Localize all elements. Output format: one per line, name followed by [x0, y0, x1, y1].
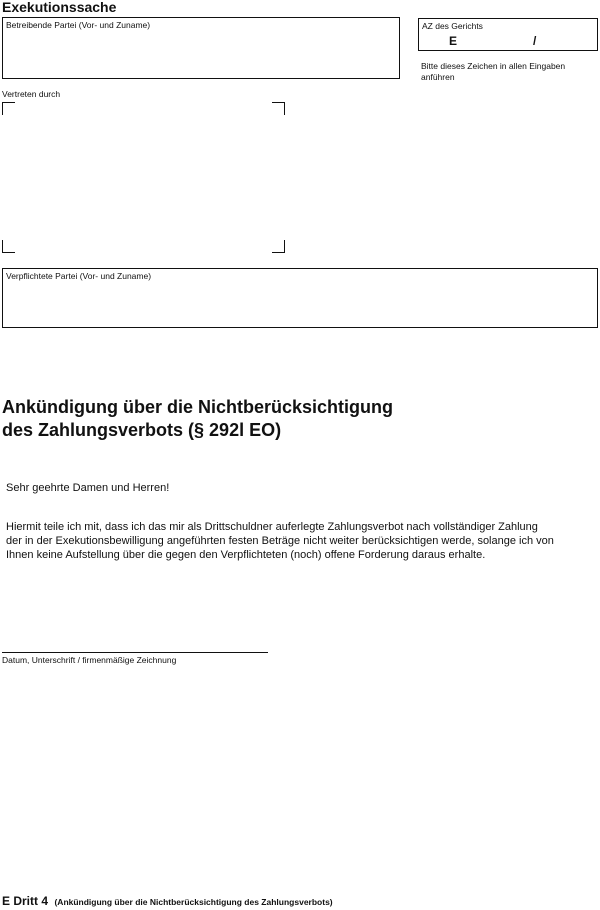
court-reference-label: AZ des Gerichts [422, 21, 483, 31]
debtor-label: Verpflichtete Partei (Vor- und Zuname) [6, 271, 152, 281]
court-reference-separator: / [533, 34, 537, 48]
notice-heading [2, 396, 562, 442]
notice-body-line-2: der in der Exekutionsbewilligung angeführten festen Beträge nicht weiter berücksichtigen werde, solange ich von [6, 535, 554, 547]
creditor-label: Betreibende Partei (Vor- und Zuname) [6, 20, 151, 30]
address-corner-bottom-right [272, 240, 285, 253]
notice-heading-line-1: Ankündigung über die Nichtberücksichtigung [2, 397, 394, 417]
creditor-field[interactable] [2, 17, 400, 79]
form-description: (Ankündigung über die Nichtberücksichtigung des Zahlungsverbots) [54, 897, 333, 907]
document-title: Exekutionssache [2, 0, 117, 15]
notice-body [6, 520, 598, 562]
address-corner-top-left [2, 102, 15, 115]
court-reference-hint: Bitte dieses Zeichen in allen Eingaben anführen [421, 61, 566, 82]
notice-body-line-1: Hiermit teile ich mit, dass ich das mir als Drittschuldner auferlegte Zahlungsverbot nach vollständiger Zahlung [6, 521, 538, 533]
notice-body-line-3: Ihnen keine Aufstellung über die gegen den Verpflichteten (noch) offene Forderung daraus erhalte. [6, 549, 486, 561]
debtor-field[interactable] [2, 268, 598, 328]
notice-heading-line-2: des Zahlungsverbots (§ 292l EO) [2, 420, 282, 440]
form-footer [2, 892, 333, 910]
signature-label: Datum, Unterschrift / firmenmäßige Zeichnung [2, 655, 177, 665]
address-corner-top-right [272, 102, 285, 115]
court-reference-field[interactable] [418, 18, 598, 51]
court-reference-prefix: E [449, 34, 458, 48]
representative-label: Vertreten durch [2, 89, 61, 99]
signature-line[interactable] [2, 652, 268, 653]
salutation: Sehr geehrte Damen und Herren! [6, 482, 170, 494]
form-code: E Dritt 4 [2, 894, 49, 908]
address-corner-bottom-left [2, 240, 15, 253]
